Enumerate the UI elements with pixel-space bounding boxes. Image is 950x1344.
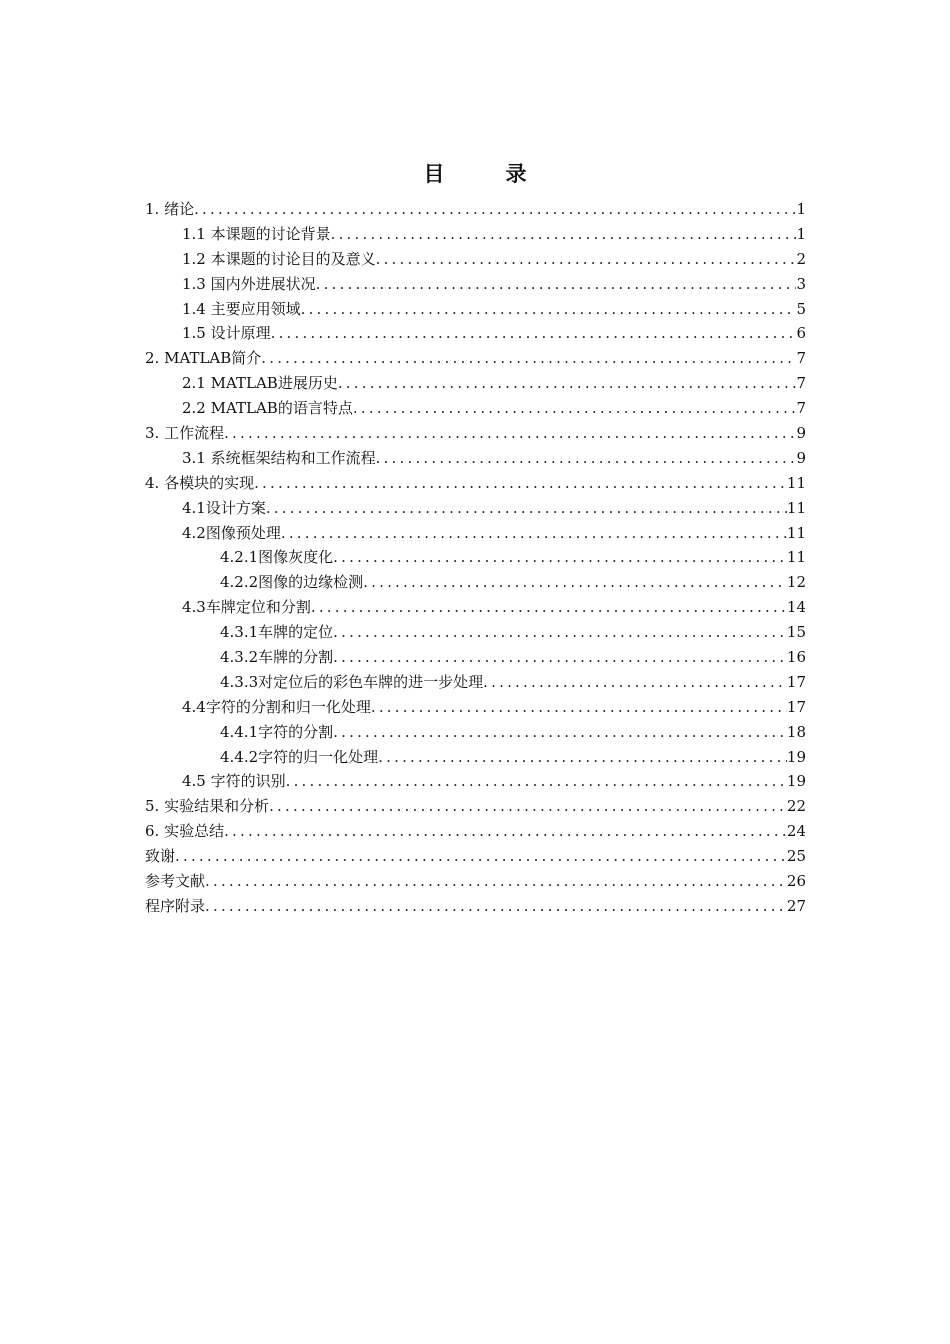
toc-entry[interactable] (145, 421, 806, 446)
toc-entry-page-number: 27 (786, 896, 806, 915)
toc-dot-leader (266, 496, 787, 521)
toc-entry[interactable] (145, 769, 806, 794)
toc-dot-leader (281, 521, 787, 546)
toc-entry[interactable] (145, 446, 806, 471)
toc-entry-page-number: 24 (786, 822, 806, 841)
toc-entry[interactable] (145, 570, 806, 595)
toc-entry-page-number: 19 (786, 747, 806, 766)
toc-entry-label: 1.5 设计原理 (182, 324, 271, 343)
toc-entry[interactable] (145, 620, 806, 645)
toc-dot-leader (205, 894, 787, 919)
toc-entry-label: 1.4 主要应用领域 (182, 299, 301, 318)
toc-entry-label: 参考文献 (145, 872, 206, 891)
toc-entry[interactable] (145, 745, 806, 770)
toc-dot-leader (254, 471, 787, 496)
toc-entry-page-number: 11 (786, 523, 806, 542)
toc-entry[interactable] (145, 521, 806, 546)
toc-entry[interactable] (145, 720, 806, 745)
toc-entry[interactable] (145, 595, 806, 620)
toc-entry[interactable] (145, 794, 806, 819)
toc-entry[interactable] (145, 272, 806, 297)
toc-entry-label: 程序附录 (145, 896, 206, 915)
toc-dot-leader (224, 421, 796, 446)
toc-dot-leader (378, 745, 787, 770)
toc-entry-page-number: 16 (786, 648, 806, 667)
toc-entry-page-number: 11 (786, 473, 806, 492)
toc-dot-leader (376, 446, 797, 471)
toc-entry[interactable] (145, 645, 806, 670)
toc-dot-leader (261, 346, 796, 371)
toc-dot-leader (333, 720, 787, 745)
toc-dot-leader (333, 645, 787, 670)
toc-entry[interactable] (145, 321, 806, 346)
toc-entry[interactable] (145, 222, 806, 247)
toc-entry-label: 4.3车牌定位和分割 (182, 598, 311, 617)
toc-entry[interactable] (145, 496, 806, 521)
toc-dot-leader (269, 794, 787, 819)
toc-entry-page-number: 7 (796, 374, 806, 393)
toc-entry[interactable] (145, 371, 806, 396)
toc-entry-label: 4.5 字符的识别 (182, 772, 286, 791)
toc-entry-label: 1.3 国内外进展状况 (182, 274, 316, 293)
toc-entry-page-number: 1 (796, 200, 806, 218)
toc-entry[interactable] (145, 670, 806, 695)
toc-dot-leader (371, 695, 787, 720)
toc-entry-page-number: 9 (796, 448, 806, 467)
toc-entry[interactable] (145, 545, 806, 570)
toc-entry-page-number: 11 (786, 548, 806, 567)
toc-dot-leader (224, 819, 787, 844)
toc-entry-page-number: 5 (796, 299, 806, 318)
toc-entry[interactable] (145, 396, 806, 421)
toc-entry-label: 3.1 系统框架结构和工作流程 (182, 448, 376, 467)
toc-entry-label: 4. 各模块的实现 (145, 473, 255, 492)
toc-dot-leader (376, 247, 797, 272)
toc-title: 目 录 (423, 162, 547, 186)
table-of-contents (145, 197, 806, 919)
toc-entry-page-number: 2 (796, 249, 806, 268)
toc-entry-label: 4.3.2车牌的分割 (220, 648, 334, 667)
toc-entry-label: 4.4字符的分割和归一化处理 (182, 697, 371, 716)
toc-entry-page-number: 3 (796, 274, 806, 293)
toc-entry-label: 4.1设计方案 (182, 498, 266, 517)
toc-entry[interactable] (145, 869, 806, 894)
toc-entry[interactable] (145, 346, 806, 371)
toc-dot-leader (301, 297, 797, 322)
toc-entry-label: 4.3.1车牌的定位 (220, 623, 334, 642)
toc-dot-leader (286, 769, 787, 794)
toc-entry-page-number: 12 (786, 573, 806, 592)
toc-entry[interactable] (145, 819, 806, 844)
toc-entry-label: 4.2图像预处理 (182, 523, 281, 542)
toc-dot-leader (483, 670, 787, 695)
toc-entry-page-number: 1 (796, 224, 806, 243)
toc-entry-page-number: 25 (786, 847, 806, 866)
toc-entry-label: 1. 绪论 (145, 200, 195, 218)
toc-entry-label: 2.1 MATLAB进展历史 (182, 374, 338, 393)
toc-entry[interactable] (145, 247, 806, 272)
toc-entry-page-number: 6 (796, 324, 806, 343)
toc-entry-label: 4.2.1图像灰度化 (220, 548, 334, 567)
toc-entry-page-number: 7 (796, 399, 806, 418)
toc-entry-page-number: 15 (786, 623, 806, 642)
toc-dot-leader (333, 545, 787, 570)
toc-entry[interactable] (145, 297, 806, 322)
toc-dot-leader (311, 595, 787, 620)
toc-dot-leader (175, 844, 787, 869)
toc-dot-leader (271, 321, 797, 346)
toc-entry-page-number: 7 (796, 349, 806, 368)
toc-entry-page-number: 18 (786, 722, 806, 741)
toc-entry-label: 致谢 (145, 847, 176, 866)
toc-dot-leader (363, 570, 787, 595)
toc-entry-label: 1.2 本课题的讨论目的及意义 (182, 249, 376, 268)
toc-entry-page-number: 19 (786, 772, 806, 791)
toc-entry-page-number: 17 (786, 697, 806, 716)
toc-dot-leader (331, 222, 797, 247)
toc-entry-label: 4.4.1字符的分割 (220, 722, 334, 741)
toc-entry-label: 1.1 本课题的讨论背景 (182, 224, 331, 243)
toc-dot-leader (194, 197, 796, 222)
toc-entry-label: 6. 实验总结 (145, 822, 225, 841)
toc-dot-leader (205, 869, 787, 894)
toc-entry-label: 4.3.3对定位后的彩色车牌的进一步处理 (220, 672, 484, 691)
toc-dot-leader (338, 371, 797, 396)
toc-entry[interactable] (145, 844, 806, 869)
toc-entry[interactable] (145, 894, 806, 919)
toc-entry[interactable] (145, 197, 806, 222)
toc-entry-label: 2. MATLAB简介 (145, 349, 262, 368)
toc-entry[interactable] (145, 471, 806, 496)
toc-entry-page-number: 9 (796, 424, 806, 443)
toc-dot-leader (353, 396, 797, 421)
toc-entry-page-number: 14 (786, 598, 806, 617)
toc-entry-label: 2.2 MATLAB的语言特点 (182, 399, 353, 418)
toc-entry-page-number: 26 (786, 872, 806, 891)
toc-entry-page-number: 17 (786, 672, 806, 691)
toc-entry-label: 4.4.2字符的归一化处理 (220, 747, 379, 766)
toc-entry-label: 3. 工作流程 (145, 424, 225, 443)
toc-entry[interactable] (145, 695, 806, 720)
toc-dot-leader (316, 272, 797, 297)
toc-entry-page-number: 11 (786, 498, 806, 517)
toc-entry-label: 5. 实验结果和分析 (145, 797, 270, 816)
toc-dot-leader (333, 620, 787, 645)
toc-entry-label: 4.2.2图像的边缘检测 (220, 573, 364, 592)
toc-entry-page-number: 22 (786, 797, 806, 816)
